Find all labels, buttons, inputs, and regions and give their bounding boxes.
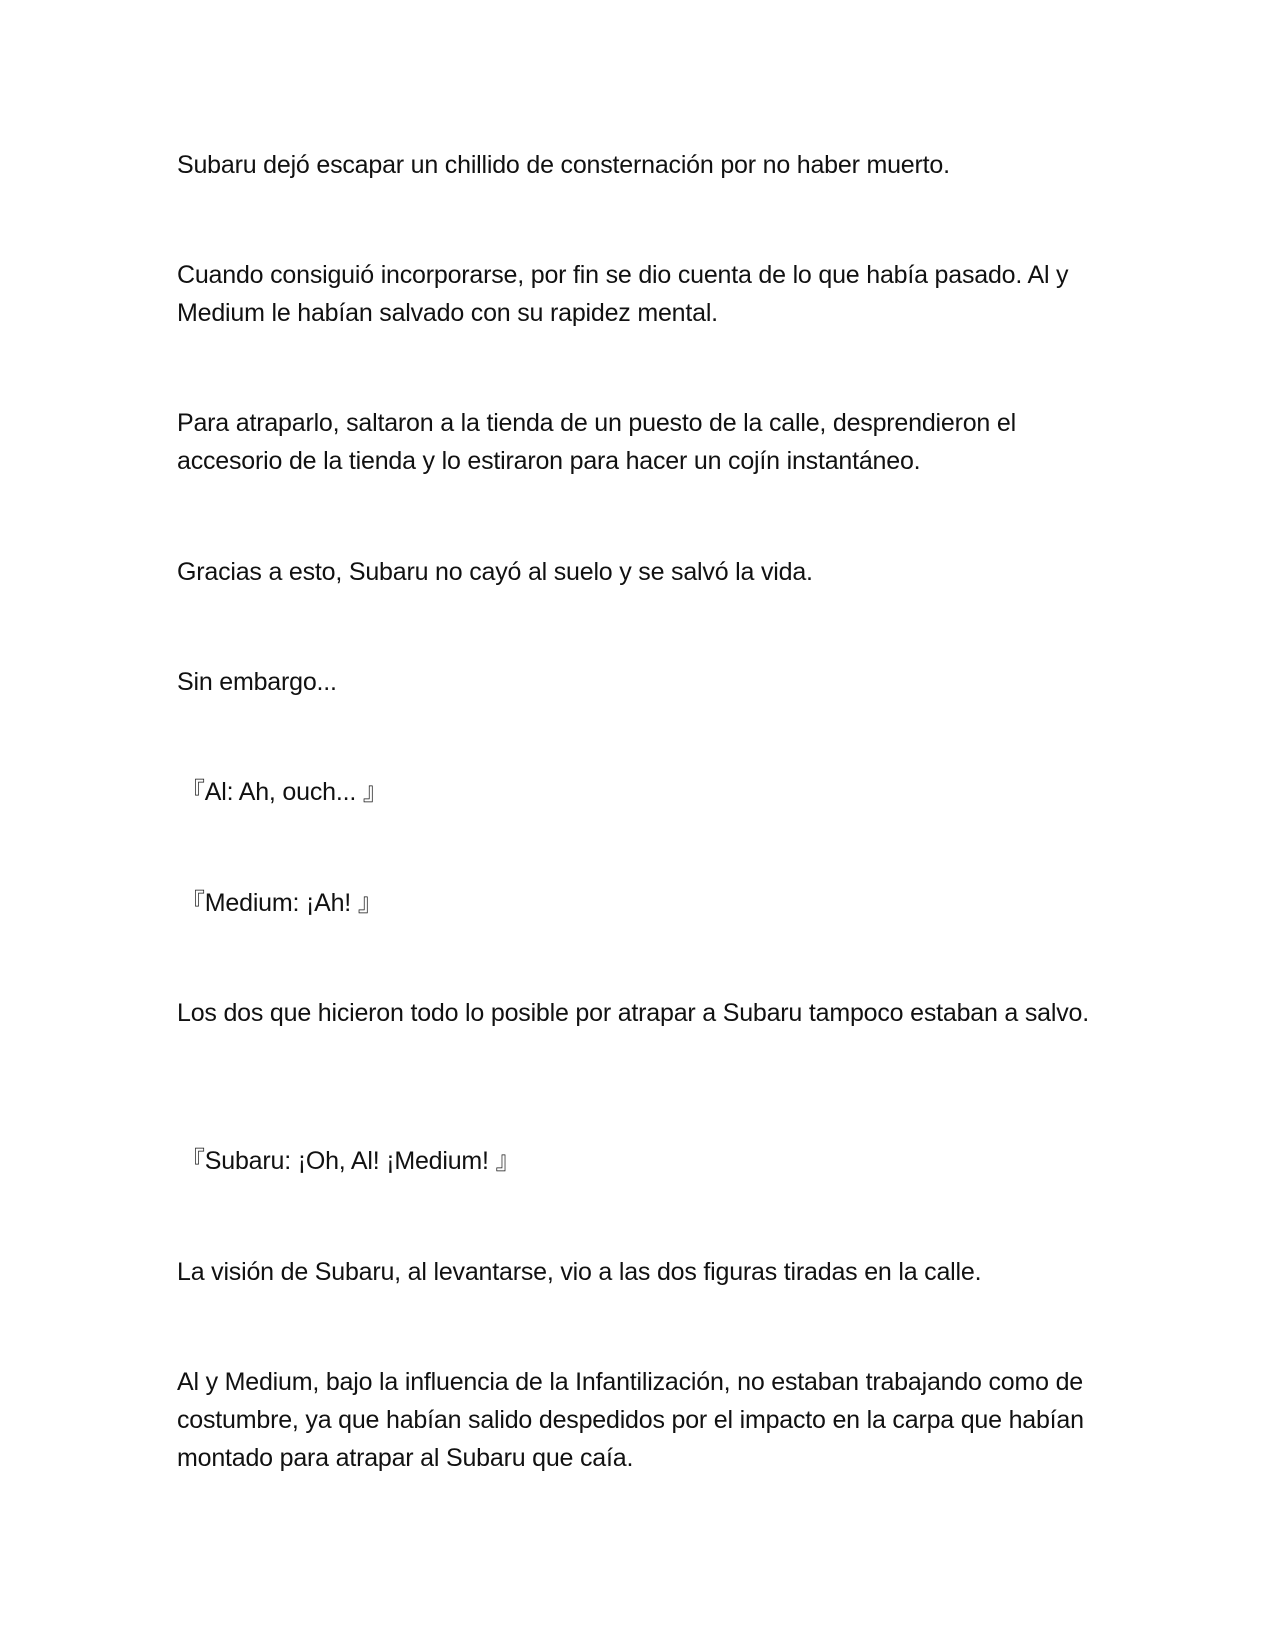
dialogue-subaru: 『Subaru: ¡Oh, Al! ¡Medium! 』 bbox=[180, 1147, 521, 1175]
paragraph-10: La visión de Subaru, al levantarse, vio a las dos figuras tiradas en la calle. bbox=[177, 1258, 982, 1286]
dialogue-medium: 『Medium: ¡Ah! 』 bbox=[180, 889, 383, 917]
dialogue-al: 『Al: Ah, ouch... 』 bbox=[180, 778, 388, 806]
paragraph-1: Subaru dejó escapar un chillido de consternación por no haber muerto. bbox=[177, 151, 950, 179]
paragraph-4: Gracias a esto, Subaru no cayó al suelo y se salvó la vida. bbox=[177, 558, 813, 586]
paragraph-5: Sin embargo... bbox=[177, 668, 337, 696]
paragraph-11: Al y Medium, bajo la influencia de la Infantilización, no estaban trabajando como de costumbre, ya que habían salido despedidos por el impacto en la carpa que habían montado para atrapar al Subaru que caía. bbox=[177, 1368, 1084, 1472]
paragraph-3: Para atraparlo, saltaron a la tienda de un puesto de la calle, desprendieron el accesorio de la tienda y lo estiraron para hacer un cojín instantáneo. bbox=[177, 409, 1016, 475]
paragraph-8: Los dos que hicieron todo lo posible por atrapar a Subaru tampoco estaban a salvo. bbox=[177, 999, 1089, 1027]
paragraph-2: Cuando consiguió incorporarse, por fin se dio cuenta de lo que había pasado. Al y Medium le habían salvado con su rapidez mental. bbox=[177, 261, 1069, 327]
